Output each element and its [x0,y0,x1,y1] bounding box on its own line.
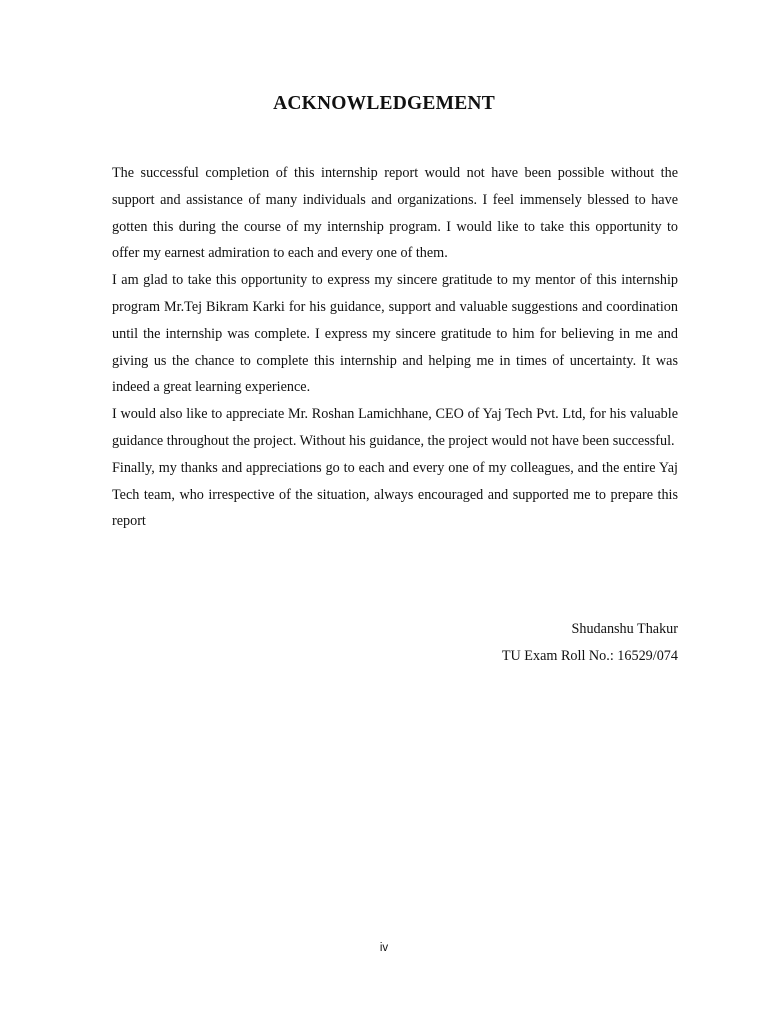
page-title: ACKNOWLEDGEMENT [273,93,495,114]
author-name: Shudanshu Thakur [571,621,678,637]
paragraph-ceo: I would also like to appreciate Mr. Roshan Lamichhane, CEO of Yaj Tech Pvt. Ltd, for his valuable guidance throughout the project. Without his guidance, the project would not have been successful. [112,406,678,449]
exam-roll-number: TU Exam Roll No.: 16529/074 [501,647,678,664]
paragraph-colleagues: Finally, my thanks and appreciations go to each and every one of my colleagues, and the entire Yaj Tech team, who irrespective of the situation, always encouraged and supported me to prepare this report [112,459,678,530]
page-number: iv [379,942,389,954]
paragraph-mentor: I am glad to take this opportunity to express my sincere gratitude to my mentor of this internship program Mr.Tej Bikram Karki for his guidance, support and valuable suggestions and coordination until the internship was complete. I express my sincere gratitude to him for believing in me and giving us the chance to complete this internship and helping me in times of uncertainty. It was indeed a great learning experience. [112,272,678,396]
acknowledgement-body [112,160,678,535]
paragraph-intro: The successful completion of this internship report would not have been possible without the support and assistance of many individuals and organizations. I feel immensely blessed to have gotten this during the course of my internship program. I would like to take this opportunity to offer my earnest admiration to each and every one of them. [112,165,678,262]
signature-block [502,616,678,670]
